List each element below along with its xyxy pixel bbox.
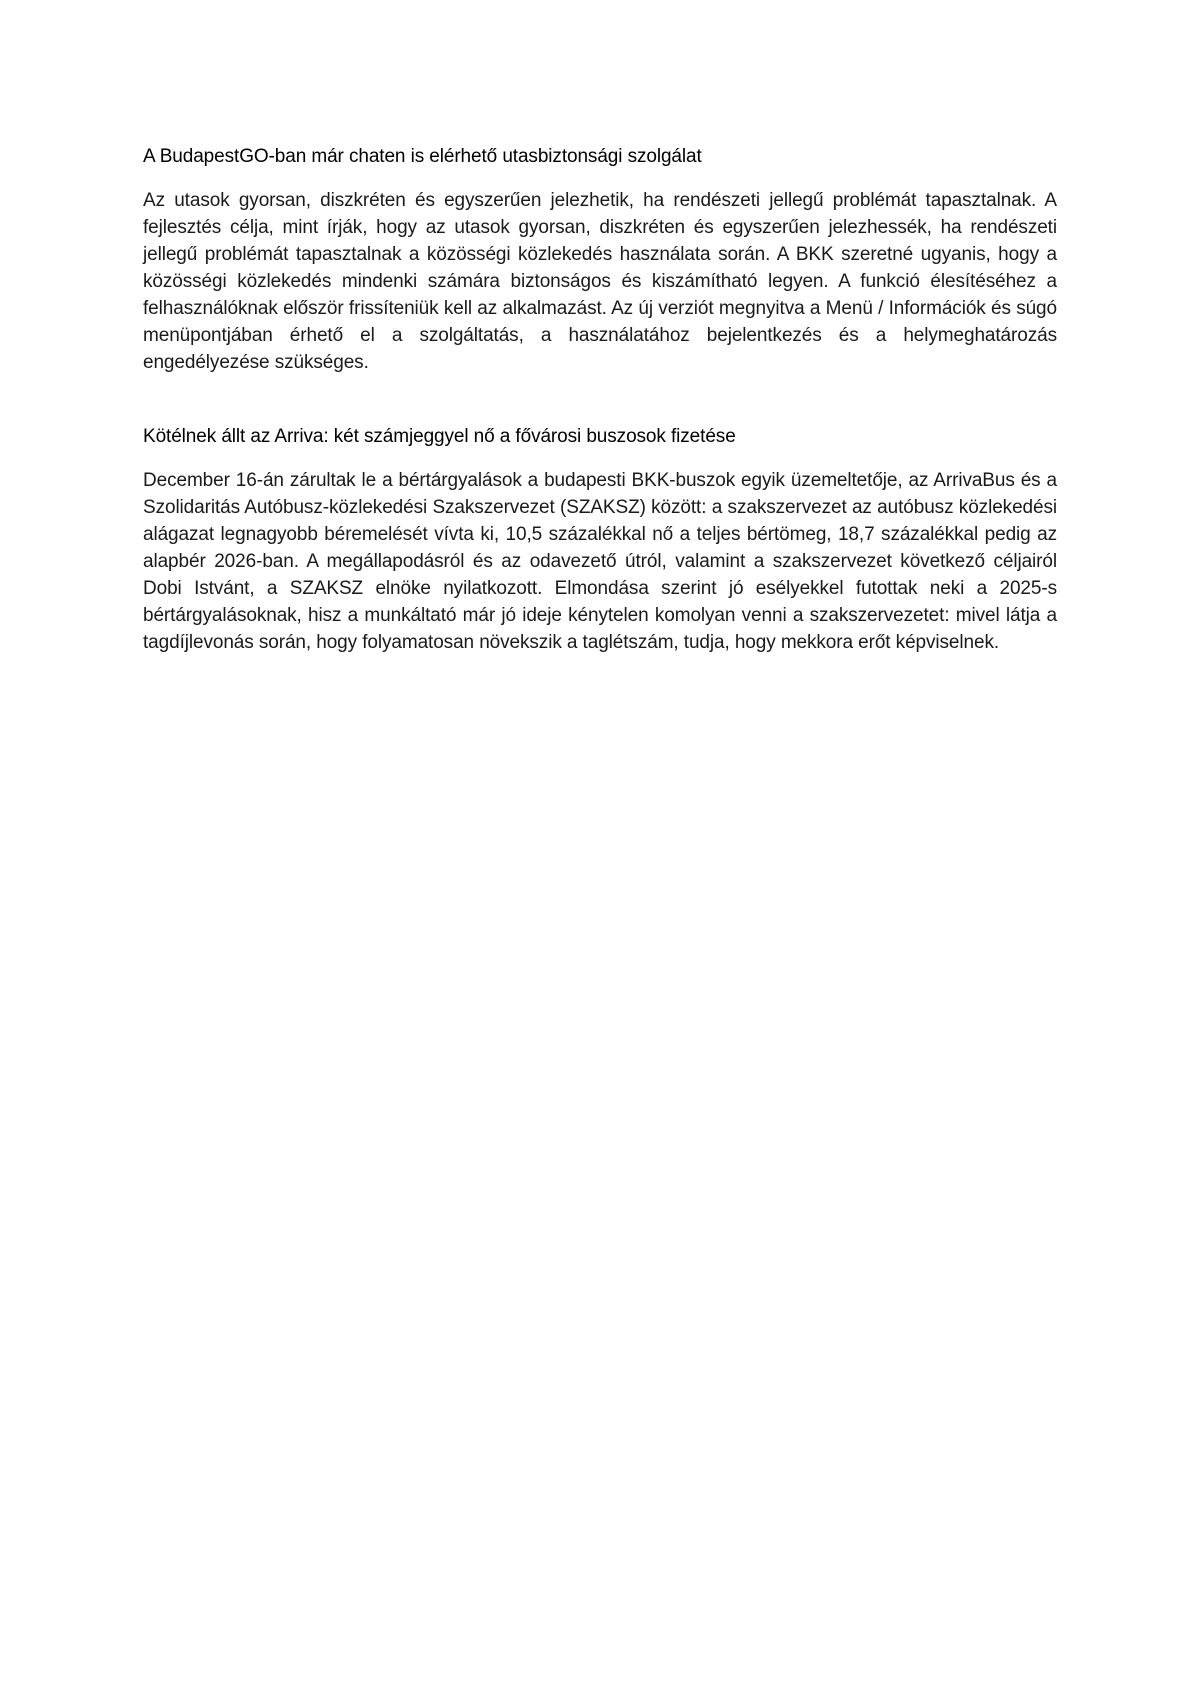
- article-title: Kötélnek állt az Arriva: két számjeggyel nő a fővárosi buszosok fizetése: [143, 426, 736, 447]
- article-body: December 16-án zárultak le a bértárgyalások a budapesti BKK-buszok egyik üzemeltetője, az ArrivaBus és a Szolidaritás Autóbusz-közlekedési Szakszervezet (SZAKSZ) között: a szakszervezet az autóbusz közlekedési alágazat legnagyobb béremelését vívta ki, 10,5 százalékkal nő a teljes bértömeg, 18,7 százalékkal pedig az alapbér 2026-ban. A megállapodásról és az odavezető útról, valamint a szakszervezet következő céljairól Dobi Istvánt, a SZAKSZ elnöke nyilatkozott. Elmondása szerint jó esélyekkel futottak neki a 2025-s bértárgyalásoknak, hisz a munkáltató már jó ideje kénytelen komolyan venni a szakszervezetet: mivel látja a tagdíjlevonás során, hogy folyamatosan növekszik a taglétszám, tudja, hogy mekkora erőt képviselnek.: [143, 470, 1057, 653]
- document-content: [143, 143, 1057, 656]
- article-arriva-wages: [143, 423, 1057, 656]
- article-budapestgo-chat: [143, 143, 1057, 376]
- article-body: Az utasok gyorsan, diszkréten és egyszerűen jelezhetik, ha rendészeti jellegű problémát tapasztalnak. A fejlesztés célja, mint írják, hogy az utasok gyorsan, diszkréten és egyszerűen jelezhessék, ha rendészeti jellegű problémát tapasztalnak a közösségi közlekedés használata során. A BKK szeretné ugyanis, hogy a közösségi közlekedés mindenki számára biztonságos és kiszámítható legyen. A funkció élesítéséhez a felhasználóknak először frissíteniük kell az alkalmazást. Az új verziót megnyitva a Menü / Információk és súgó menüpontjában érhető el a szolgáltatás, a használatához bejelentkezés és a helymeghatározás engedélyezése szükséges.: [143, 190, 1057, 373]
- article-title: A BudapestGO-ban már chaten is elérhető utasbiztonsági szolgálat: [143, 146, 702, 167]
